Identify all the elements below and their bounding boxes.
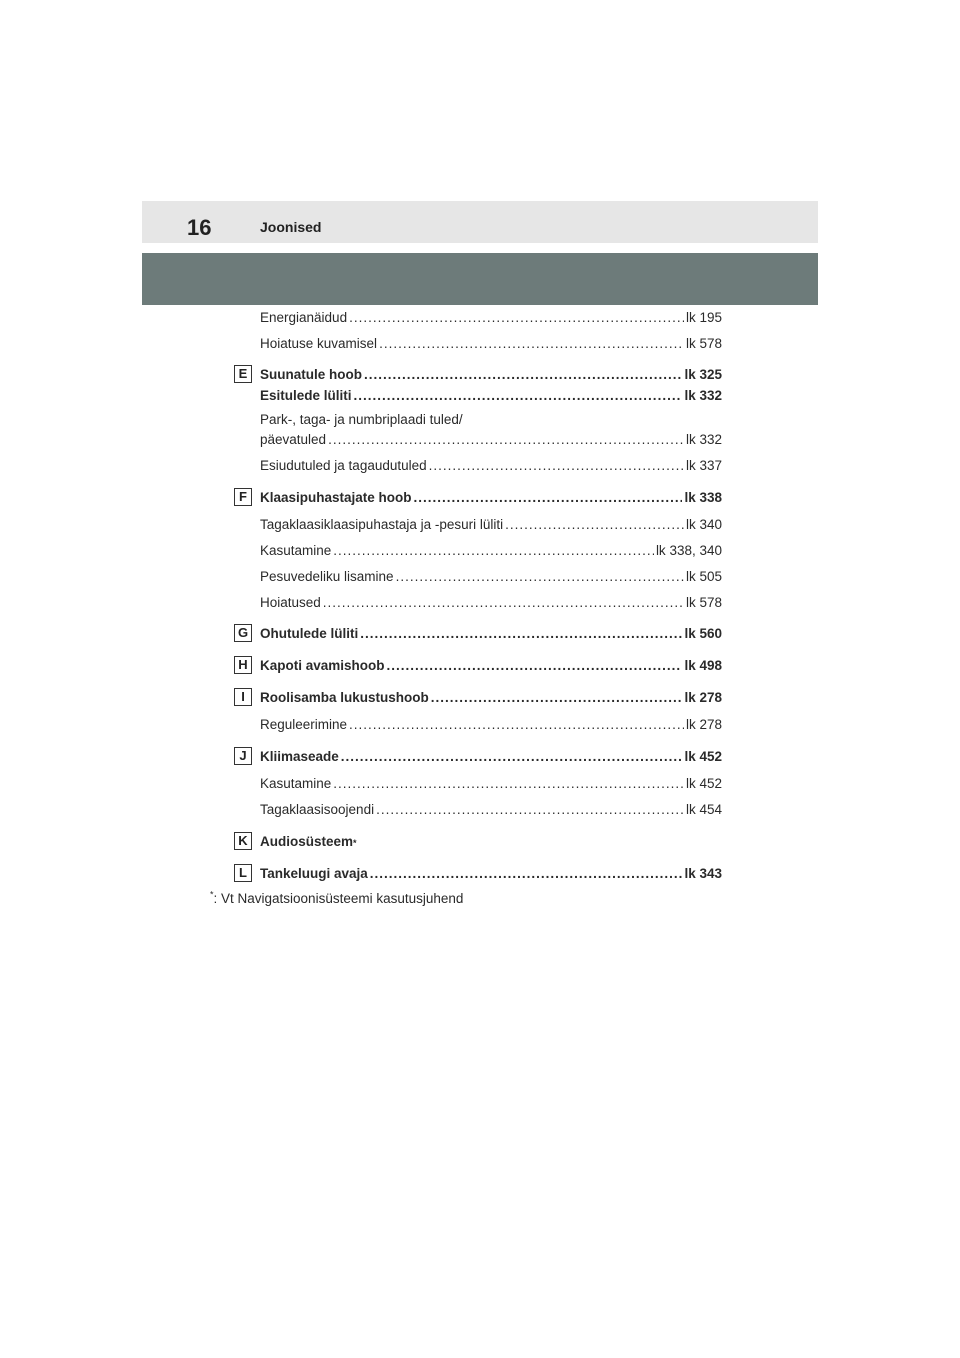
entry-page: lk 195 xyxy=(685,310,722,325)
entry-page: lk 340 xyxy=(685,517,722,532)
entry-esiudutuled[interactable] xyxy=(260,457,722,475)
entry-page: lk 337 xyxy=(685,458,722,473)
leader-dots xyxy=(364,366,682,384)
entry-pesuvedeliku[interactable] xyxy=(260,568,722,586)
entry-label: Suunatule hoob xyxy=(260,367,362,382)
entry-klaasipuhastajate-hoob[interactable] xyxy=(260,489,722,507)
leader-dots xyxy=(360,625,682,643)
leader-dots xyxy=(387,657,683,675)
header-bar xyxy=(142,201,818,243)
entry-page: lk 332 xyxy=(685,432,722,447)
letter-marker-k: K xyxy=(234,832,252,850)
leader-dots xyxy=(379,335,684,353)
entry-park-line: Park-, taga- ja numbriplaadi tuled/ xyxy=(260,412,463,427)
leader-dots xyxy=(328,431,684,449)
leader-dots xyxy=(341,748,683,766)
leader-dots xyxy=(429,457,684,475)
entry-kapoti-avamishoob[interactable] xyxy=(260,657,722,675)
page-number: 16 xyxy=(187,215,212,240)
leader-dots xyxy=(333,542,654,560)
entry-label: Audiosüsteem xyxy=(260,834,354,849)
letter-marker-j: J xyxy=(234,747,252,765)
entry-label: Energianäidud xyxy=(260,310,348,325)
entry-page: lk 338, 340 xyxy=(655,543,722,558)
leader-dots xyxy=(414,489,683,507)
entry-paevatuled[interactable] xyxy=(260,431,722,449)
entry-label: Kasutamine xyxy=(260,543,332,558)
header-band xyxy=(142,253,818,305)
entry-label: Esiudutuled ja tagaudutuled xyxy=(260,458,427,473)
entry-hoiatused[interactable] xyxy=(260,594,722,612)
entry-kasutamine-2[interactable] xyxy=(260,775,722,793)
entry-page: lk 325 xyxy=(684,367,722,382)
entry-label: Hoiatused xyxy=(260,595,321,610)
entry-esitulede-luliti[interactable] xyxy=(260,387,722,405)
letter-marker-g: G xyxy=(234,624,252,642)
leader-dots xyxy=(396,568,684,586)
entry-page: lk 343 xyxy=(684,866,722,881)
entry-audiosusteem[interactable]: Audiosüsteem * xyxy=(260,834,357,849)
entry-label: Kapoti avamishoob xyxy=(260,658,385,673)
entry-hoiatuse-kuvamisel[interactable] xyxy=(260,335,722,353)
entry-tagaklaasisoojendi[interactable] xyxy=(260,801,722,819)
entry-page: lk 505 xyxy=(685,569,722,584)
entry-reguleerimine[interactable] xyxy=(260,716,722,734)
entry-ohutulede-luliti[interactable] xyxy=(260,625,722,643)
entry-label: Hoiatuse kuvamisel xyxy=(260,336,378,351)
entry-tagaklaasi-puhastaja[interactable] xyxy=(260,516,722,534)
entry-label: Kliimaseade xyxy=(260,749,339,764)
entry-tankeluugi-avaja[interactable] xyxy=(260,865,722,883)
entry-label: Esitulede lüliti xyxy=(260,388,352,403)
letter-marker-e: E xyxy=(234,365,252,383)
leader-dots xyxy=(333,775,684,793)
leader-dots xyxy=(376,801,684,819)
entry-kasutamine-1[interactable] xyxy=(260,542,722,560)
entry-page: lk 578 xyxy=(685,336,722,351)
letter-marker-f: F xyxy=(234,488,252,506)
entry-label: Kasutamine xyxy=(260,776,332,791)
footnote-text: : Vt Navigatsioonisüsteemi kasutusjuhend xyxy=(213,891,464,906)
entry-label: Tagaklaasisoojendi xyxy=(260,802,375,817)
entry-page: lk 454 xyxy=(685,802,722,817)
letter-marker-i: I xyxy=(234,688,252,706)
leader-dots xyxy=(349,716,684,734)
entry-page: lk 452 xyxy=(684,749,722,764)
entry-page: lk 578 xyxy=(685,595,722,610)
entry-label: päevatuled xyxy=(260,432,327,447)
entry-label: Reguleerimine xyxy=(260,717,348,732)
letter-marker-l: L xyxy=(234,864,252,882)
entry-label: Ohutulede lüliti xyxy=(260,626,359,641)
footnote xyxy=(210,890,463,908)
leader-dots xyxy=(431,689,683,707)
entry-suunatule-hoob[interactable] xyxy=(260,366,722,384)
entry-page: lk 452 xyxy=(685,776,722,791)
entry-label: Roolisamba lukustushoob xyxy=(260,690,429,705)
leader-dots xyxy=(349,309,684,327)
entry-page: lk 332 xyxy=(684,388,722,403)
entry-label: Tankeluugi avaja xyxy=(260,866,368,881)
entry-label: Klaasipuhastajate hoob xyxy=(260,490,412,505)
entry-roolisamba[interactable] xyxy=(260,689,722,707)
leader-dots xyxy=(505,516,684,534)
entry-page: lk 338 xyxy=(684,490,722,505)
leader-dots xyxy=(323,594,684,612)
entry-kliimaseade[interactable] xyxy=(260,748,722,766)
entry-label: Pesuvedeliku lisamine xyxy=(260,569,394,584)
leader-dots xyxy=(370,865,683,883)
entry-energianaidud[interactable] xyxy=(260,309,722,327)
entry-label: Tagaklaasiklaasipuhastaja ja -pesuri lüliti xyxy=(260,517,504,532)
leader-dots xyxy=(354,387,683,405)
letter-marker-h: H xyxy=(234,656,252,674)
entry-page: lk 498 xyxy=(684,658,722,673)
entry-page: lk 278 xyxy=(685,717,722,732)
section-title: Joonised xyxy=(260,219,322,235)
entry-page: lk 278 xyxy=(684,690,722,705)
footnote-mark: * xyxy=(210,889,214,900)
entry-page: lk 560 xyxy=(684,626,722,641)
